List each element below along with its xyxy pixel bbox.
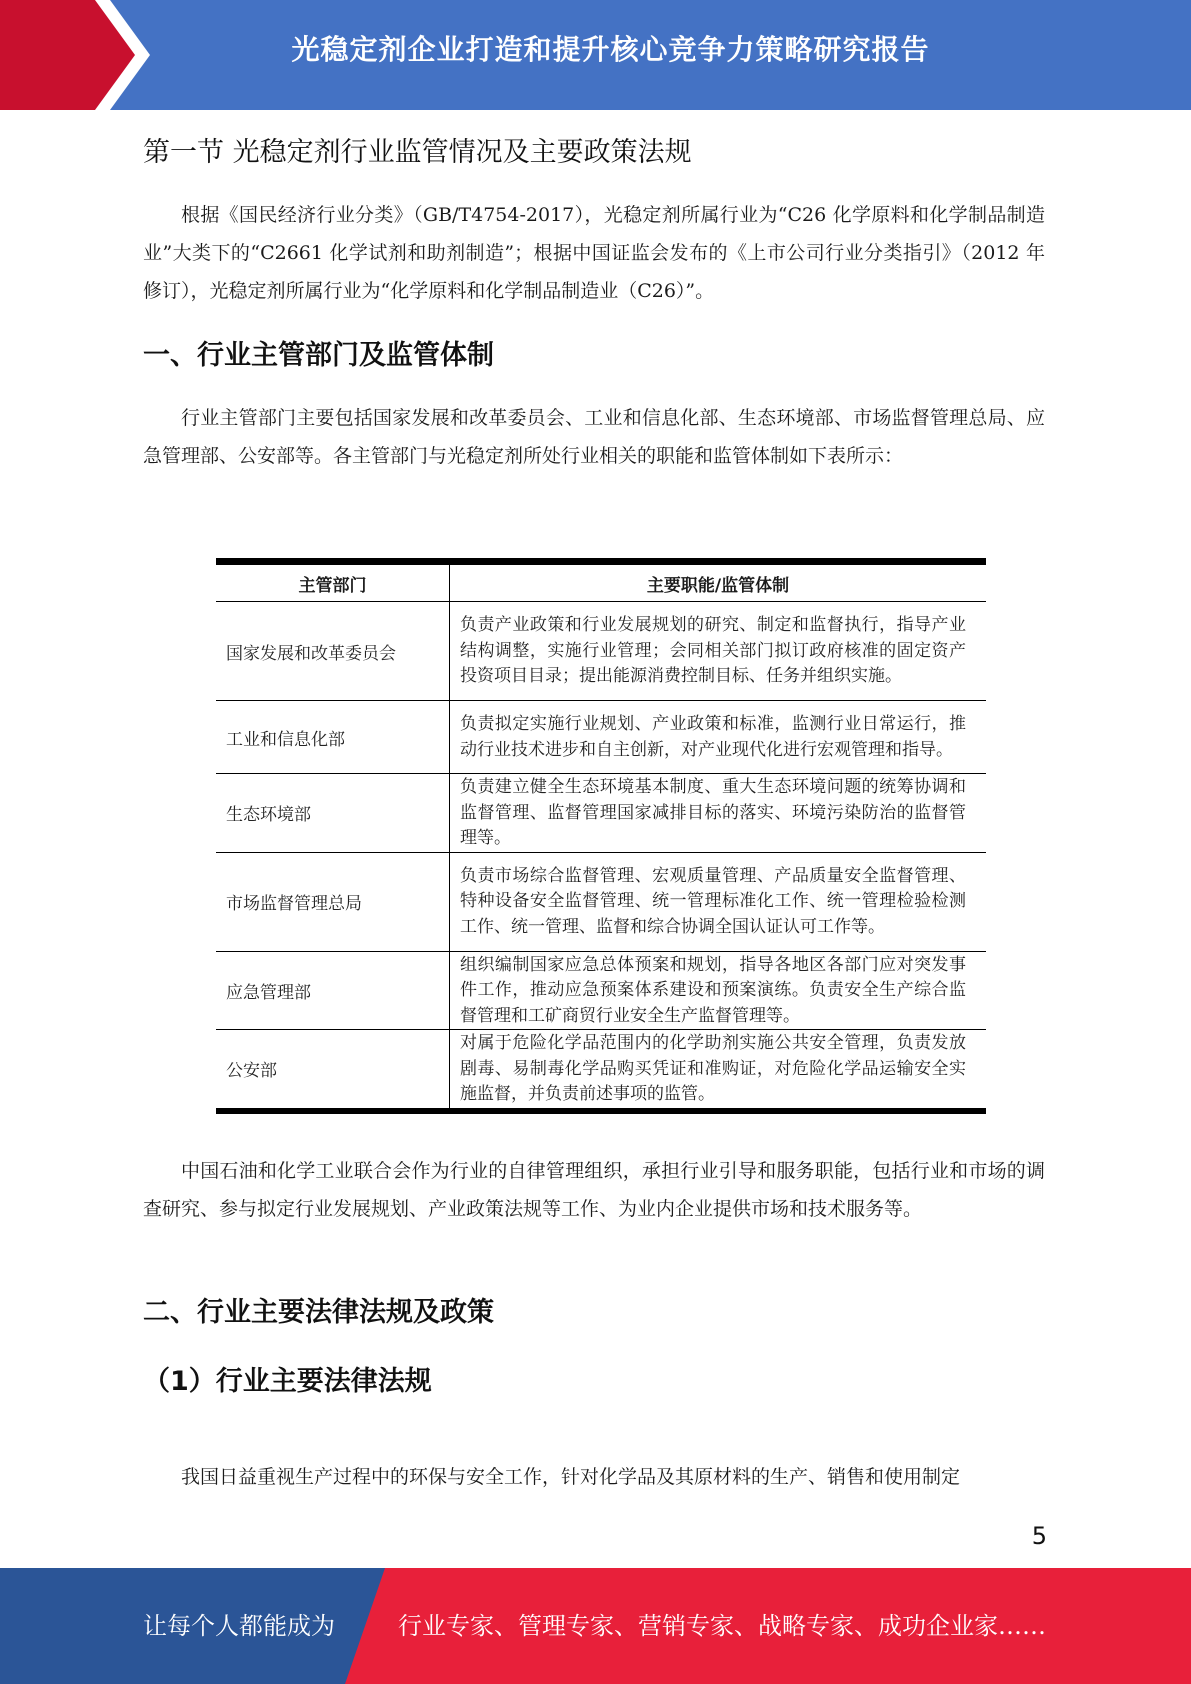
part1-paragraph: 行业主管部门主要包括国家发展和改革委员会、工业和信息化部、生态环境部、市场监督管理总局、应急管理部、公安部等。各主管部门与光稳定剂所处行业相关的职能和监管体制如下表所示：: [143, 407, 1045, 467]
part2-subtitle: （1）行业主要法律法规: [143, 1366, 432, 1397]
regulators-table: [216, 558, 986, 1114]
part1-heading-block: [143, 333, 1045, 372]
table-cell-dept: 生态环境部: [216, 774, 450, 853]
page-footer: [0, 1568, 1191, 1684]
table-cell-duty: 组织编制国家应急总体预案和规划，指导各地区各部门应对突发事件工作，推动应急预案体系建设和预案演练。负责安全生产综合监督管理和工矿商贸行业安全生产监督管理等。: [450, 951, 987, 1030]
table-header-duty: 主要职能/监管体制: [450, 565, 987, 602]
table-cell-duty: 对属于危险化学品范围内的化学助剂实施公共安全管理，负责发放剧毒、易制毒化学品购买凭证和准购证，对危险化学品运输安全实施监督，并负责前述事项的监管。: [450, 1030, 987, 1109]
part2-paragraph: 我国日益重视生产过程中的环保与安全工作，针对化学品及其原材料的生产、销售和使用制定: [181, 1466, 961, 1488]
table-header-row: [216, 565, 986, 602]
intro-paragraph-block: [143, 196, 1045, 310]
part1-paragraph-block: [143, 399, 1045, 475]
table-cell-dept: 市场监督管理总局: [216, 852, 450, 951]
table-cell-dept: 国家发展和改革委员会: [216, 602, 450, 701]
table-cell-duty: 负责产业政策和行业发展规划的研究、制定和监督执行，指导产业结构调整，实施行业管理；会同相关部门拟订政府核准的固定资产投资项目目录；提出能源消费控制目标、任务并组织实施。: [450, 602, 987, 701]
page-number: 5: [1031, 1522, 1047, 1550]
part2-heading-block: [143, 1290, 1045, 1329]
table-row: [216, 951, 986, 1030]
section-title: 第一节 光稳定剂行业监管情况及主要政策法规: [143, 137, 692, 168]
table-row: [216, 701, 986, 774]
footer-slogan-right: 行业专家、管理专家、营销专家、战略专家、成功企业家……: [398, 1612, 1046, 1640]
table-row: [216, 602, 986, 701]
table-cell-dept: 应急管理部: [216, 951, 450, 1030]
table-cell-duty: 负责市场综合监督管理、宏观质量管理、产品质量安全监督管理、特种设备安全监督管理、统一管理标准化工作、统一管理检验检测工作、统一管理、监督和综合协调全国认证认可工作等。: [450, 852, 987, 951]
table-cell-duty: 负责建立健全生态环境基本制度、重大生态环境问题的统筹协调和监督管理、监督管理国家减排目标的落实、环境污染防治的监督管理等。: [450, 774, 987, 853]
table-row: [216, 1030, 986, 1109]
table-row: [216, 774, 986, 853]
after-table-paragraph-block: [143, 1152, 1045, 1228]
part2-paragraph-block: [143, 1458, 1045, 1496]
table-cell-duty: 负责拟定实施行业规划、产业政策和标准，监测行业日常运行，推动行业技术进步和自主创新，对产业现代化进行宏观管理和指导。: [450, 701, 987, 774]
section-heading-block: [143, 130, 1045, 169]
table-header-dept: 主管部门: [216, 565, 450, 602]
regulators-table-grid: [216, 564, 986, 1109]
intro-paragraph: 根据《国民经济行业分类》（GB/T4754-2017），光稳定剂所属行业为“C26 化学原料和化学制品制造业”大类下的“C2661 化学试剂和助剂制造”；根据中国证监会发布的《上市公司行业分类指引》（2012 年修订），光稳定剂所属行业为“化学原料和化学制品制造业（C26）”。: [143, 204, 1045, 302]
part2-subheading-block: [143, 1359, 1045, 1398]
table-row: [216, 852, 986, 951]
footer-slogan-left: 让每个人都能成为: [143, 1612, 335, 1640]
report-title: 光稳定剂企业打造和提升核心竞争力策略研究报告: [291, 33, 930, 66]
part1-title: 一、行业主管部门及监管体制: [143, 340, 494, 371]
table-cell-dept: 公安部: [216, 1030, 450, 1109]
table-cell-dept: 工业和信息化部: [216, 701, 450, 774]
part2-title: 二、行业主要法律法规及政策: [143, 1297, 494, 1328]
page-header: [0, 0, 1191, 110]
after-table-paragraph: 中国石油和化学工业联合会作为行业的自律管理组织，承担行业引导和服务职能，包括行业和市场的调查研究、参与拟定行业发展规划、产业政策法规等工作、为业内企业提供市场和技术服务等。: [143, 1160, 1045, 1220]
